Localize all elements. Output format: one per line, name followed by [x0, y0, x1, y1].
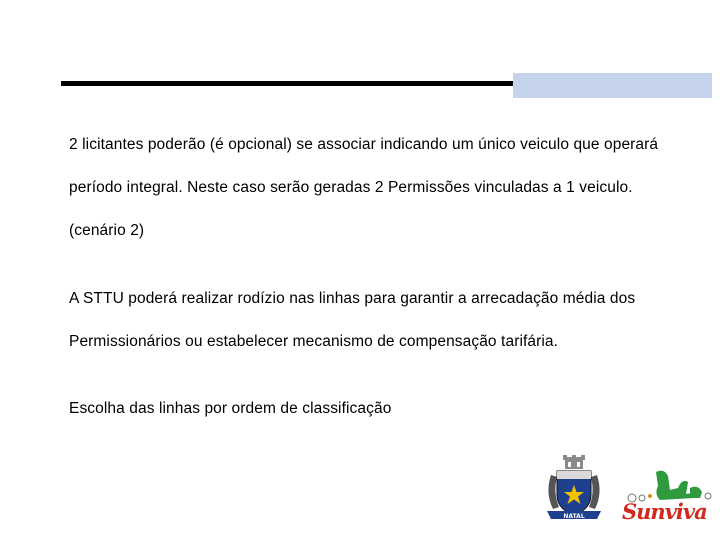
natal-crest-logo: [543, 455, 605, 525]
header-accent-block: [513, 73, 712, 98]
brand-wordmark: Sunviva: [622, 499, 707, 524]
body-text-line-4: A STTU poderá realizar rodízio nas linhas para garantir a arrecadação média dos: [69, 290, 636, 307]
body-text-line-5: Permissionários ou estabelecer mecanismo de compensação tarifária.: [69, 333, 559, 350]
body-text-line-3: (cenário 2): [69, 222, 145, 239]
crest-ribbon-text: NATAL: [563, 513, 585, 520]
body-text-line-6: Escolha das linhas por ordem de classificação: [69, 400, 392, 417]
body-text-line-1: 2 licitantes poderão (é opcional) se associar indicando um único veiculo que operará: [69, 136, 659, 153]
body-text-line-2: período integral. Neste caso serão geradas 2 Permissões vinculadas a 1 veiculo.: [69, 179, 633, 196]
